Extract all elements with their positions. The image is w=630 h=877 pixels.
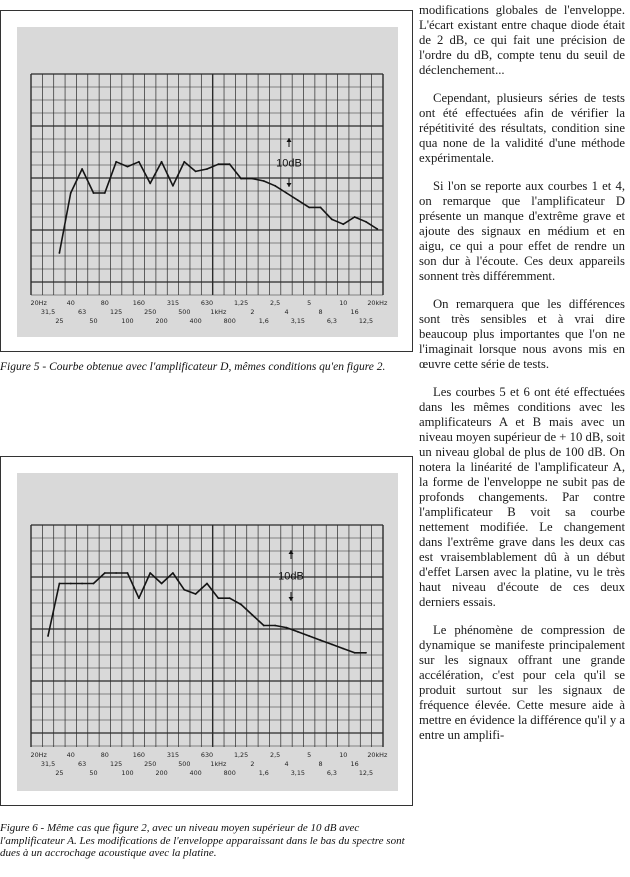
freq-tick-label: 1,25 [233, 299, 249, 307]
response-point [149, 183, 151, 185]
response-point [331, 219, 333, 221]
freq-tick-label: 2 [250, 308, 255, 316]
response-point [70, 583, 72, 585]
response-point [104, 572, 106, 574]
response-point [161, 583, 163, 585]
response-curve [48, 570, 366, 653]
response-point [195, 171, 197, 173]
response-point [342, 648, 344, 650]
scale-arrowhead-up [289, 550, 294, 554]
freq-tick-label: 100 [121, 317, 134, 325]
figure-6-caption: Figure 6 - Même cas que figure 2, avec un niveau moyen supérieur de 10 dB avec l'amplificateur A. Les modifications de l'enveloppe apparaissant dans le bas du spectre sont dues à un accrochage acoustique avec la platine. [0, 822, 405, 859]
freq-tick-label: 3,15 [290, 317, 305, 325]
freq-tick-label: 20kHz [367, 751, 388, 759]
freq-tick-label: 250 [144, 760, 157, 768]
response-point [47, 635, 49, 637]
freq-tick-label: 250 [144, 308, 157, 316]
freq-tick-label: 400 [189, 769, 202, 777]
paragraph-3: Si l'on se reporte aux courbes 1 et 4, on remarque que l'amplificateur D présente un manque d'extrême grave et ajoute des signaux en médium et en aigu, ce qui a pour effet de rendre un son dur à l'écoute. Ces deux appareils sonnent très différemment. [419, 179, 625, 283]
freq-tick-label: 2,5 [270, 751, 281, 759]
freq-tick-label: 800 [223, 769, 236, 777]
response-point [274, 185, 276, 187]
response-point [297, 199, 299, 201]
paragraph-4: On remarquera que les différences sont très sensibles et à vrai dire beaucoup plus importantes que l'on ne l'imaginait lorsque nous avons mis en œuvre cette série de tests. [419, 297, 625, 371]
response-point [81, 168, 83, 170]
freq-tick-label: 4 [284, 308, 289, 316]
freq-tick-label: 80 [100, 751, 109, 759]
response-point [286, 627, 288, 629]
response-point [229, 597, 231, 599]
freq-tick-label: 100 [121, 769, 134, 777]
freq-tick-label: 4 [284, 760, 289, 768]
freq-tick-label: 630 [200, 299, 214, 307]
response-point [115, 572, 117, 574]
freq-tick-label: 8 [318, 308, 323, 316]
response-point [342, 223, 344, 225]
response-point [138, 597, 140, 599]
figure-5-plot [17, 27, 398, 337]
paragraph-1: modifications globales de l'enveloppe. L'écart existant entre chaque diode était de 2 dB, ce qui fait une précision de l'ordre du dB, compte tenu du seuil de déclenchement... [419, 3, 625, 77]
grid [31, 525, 383, 747]
response-point [308, 635, 310, 637]
freq-tick-label: 20Hz [30, 751, 47, 759]
freq-tick-label: 25 [55, 769, 64, 777]
freq-tick-label: 10 [339, 299, 348, 307]
response-point [183, 589, 185, 591]
response-point [354, 216, 356, 218]
response-point [240, 604, 242, 606]
freq-tick-label: 63 [78, 760, 87, 768]
freq-tick-label: 1kHz [210, 308, 227, 316]
freq-tick-label: 5 [307, 299, 312, 307]
freq-tick-label: 125 [110, 308, 123, 316]
response-point [263, 180, 265, 182]
response-point [58, 583, 60, 585]
scale-arrowhead-down [289, 597, 294, 601]
freq-tick-label: 1,6 [258, 769, 269, 777]
figure-6-frame [0, 456, 413, 806]
response-point [172, 572, 174, 574]
response-point [286, 192, 288, 194]
freq-tick-label: 80 [100, 299, 109, 307]
freq-tick-label: 2,5 [270, 299, 281, 307]
scale-label-10db: 10dB [278, 570, 304, 583]
response-point [320, 639, 322, 641]
response-point [331, 644, 333, 646]
response-point [70, 192, 72, 194]
freq-tick-label: 20kHz [367, 299, 388, 307]
freq-tick-label: 8 [318, 760, 323, 768]
freq-tick-label: 160 [132, 299, 145, 307]
freq-tick-label: 200 [155, 769, 168, 777]
scale-arrowhead-up [287, 138, 292, 142]
response-point [297, 631, 299, 633]
freq-tick-label: 20Hz [30, 299, 47, 307]
response-point [263, 625, 265, 627]
response-point [274, 625, 276, 627]
response-point [365, 221, 367, 223]
grid [31, 74, 383, 295]
response-point [217, 597, 219, 599]
response-point [93, 192, 95, 194]
response-point [104, 192, 106, 194]
freq-tick-label: 200 [155, 317, 168, 325]
response-point [161, 161, 163, 163]
figure-5-chart [17, 27, 398, 337]
freq-tick-label: 400 [189, 317, 202, 325]
response-point [195, 593, 197, 595]
freq-tick-label: 31,5 [40, 308, 56, 316]
response-point [229, 163, 231, 165]
freq-tick-label: 40 [66, 751, 75, 759]
freq-tick-label: 3,15 [290, 769, 305, 777]
scale-label-10db: 10dB [276, 157, 302, 170]
freq-tick-label: 800 [223, 317, 236, 325]
response-point [206, 583, 208, 585]
freq-tick-label: 50 [89, 317, 98, 325]
freq-tick-label: 10 [339, 751, 348, 759]
response-point [206, 168, 208, 170]
freq-tick-label: 500 [178, 760, 191, 768]
response-point [81, 583, 83, 585]
response-point [217, 163, 219, 165]
paragraph-2: Cependant, plusieurs séries de tests ont été effectuées afin de vérifier la répétitivité des résultats, condition sine qua none de la validité d'une méthode expérimentale. [419, 91, 625, 165]
freq-tick-label: 630 [200, 751, 214, 759]
freq-tick-label: 12,5 [358, 317, 374, 325]
paragraph-6: Le phénomène de compression de dynamique se manifeste principalement sur les signaux offrant une grande accélération, c'est pour cela qu'il se produit surtout sur les signaux de fréquence élevée. Cette mesure aide à mettre en évidence la différence qu'il y a entre un amplifi- [419, 623, 626, 742]
freq-tick-label: 63 [78, 308, 87, 316]
response-point [127, 572, 129, 574]
freq-tick-label: 500 [178, 308, 191, 316]
freq-tick-label: 1,6 [258, 317, 269, 325]
response-point [376, 228, 378, 230]
freq-tick-label: 6,3 [326, 769, 337, 777]
response-point [252, 614, 254, 616]
response-point [354, 652, 356, 654]
scale-arrowhead-down [287, 183, 292, 187]
text-column [419, 0, 625, 756]
response-point [127, 166, 129, 168]
freq-tick-label: 1,25 [233, 751, 249, 759]
response-curve [59, 162, 377, 253]
paragraph-5: Les courbes 5 et 6 ont été effectuées dans les mêmes conditions avec les amplificateurs A et B mais avec un niveau moyen supérieur de + 10 dB, soit un niveau global de plus de 100 dB. On notera la linéarité de l'amplificateur A, la forme de l'enveloppe ne subit pas de profonds changements. Par contre l'amplificateur B voit sa courbe nettement modifiée. Le changement dans l'extrême grave dans les deux cas est vraisemblablement dû à un début d'effet Larsen avec la platine, vu le très haut niveau d'écoute de ces deux derniers essais. [419, 385, 625, 609]
figure-6-plot [17, 473, 398, 791]
freq-tick-label: 16 [350, 760, 359, 768]
freq-tick-label: 315 [166, 751, 180, 759]
freq-tick-label: 6,3 [326, 317, 337, 325]
response-point [183, 161, 185, 163]
response-point [149, 572, 151, 574]
freq-tick-label: 160 [132, 751, 145, 759]
freq-tick-label: 125 [110, 760, 123, 768]
response-point [138, 161, 140, 163]
freq-tick-label: 16 [350, 308, 359, 316]
response-point [93, 583, 95, 585]
freq-tick-label: 40 [66, 299, 75, 307]
freq-tick-label: 25 [55, 317, 64, 325]
response-point [58, 252, 60, 254]
response-point [308, 207, 310, 209]
figure-5-frame [0, 10, 413, 352]
freq-tick-label: 12,5 [358, 769, 374, 777]
response-point [115, 161, 117, 163]
freq-tick-label: 31,5 [40, 760, 56, 768]
figure-5-caption: Figure 5 - Courbe obtenue avec l'amplificateur D, mêmes conditions qu'en figure 2. [0, 361, 386, 373]
freq-tick-label: 2 [250, 760, 255, 768]
freq-tick-label: 50 [89, 769, 98, 777]
response-point [365, 652, 367, 654]
figure-6-chart [17, 473, 398, 791]
response-point [172, 185, 174, 187]
response-point [240, 178, 242, 180]
freq-tick-label: 1kHz [210, 760, 227, 768]
response-point [252, 178, 254, 180]
response-point [320, 207, 322, 209]
freq-tick-label: 315 [166, 299, 180, 307]
freq-tick-label: 5 [307, 751, 312, 759]
